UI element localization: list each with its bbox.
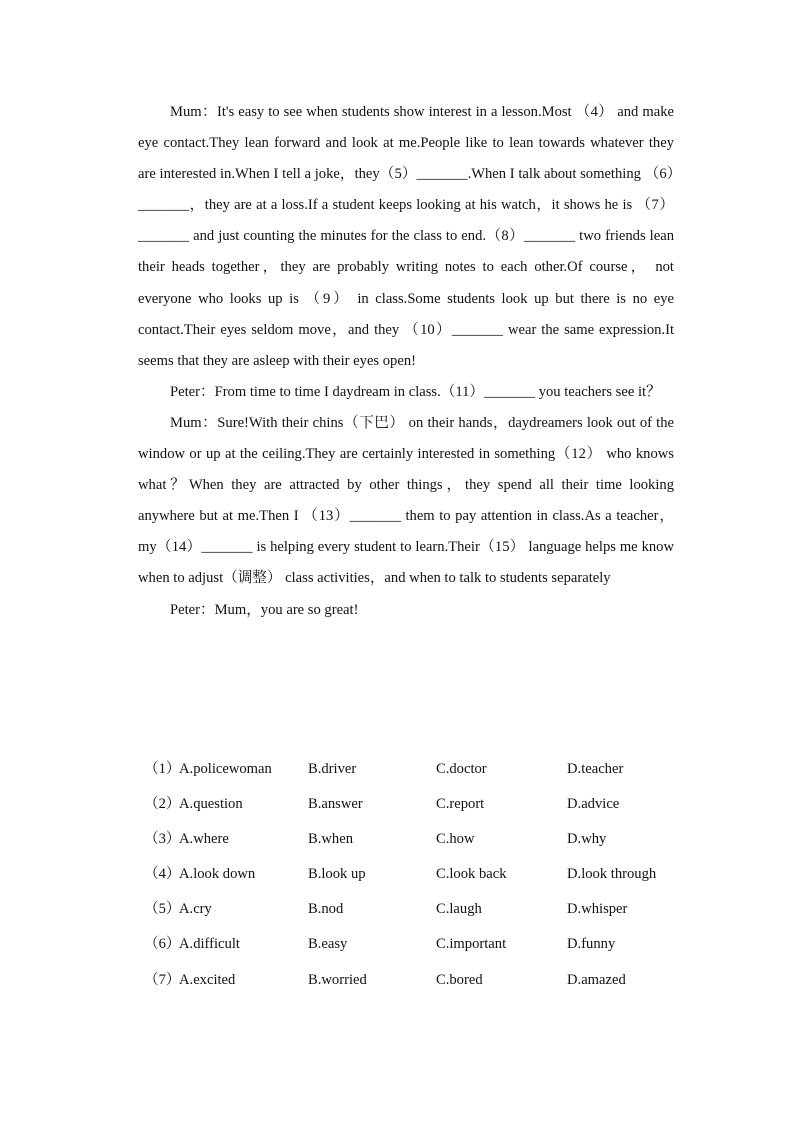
option-b: B.answer bbox=[308, 796, 363, 813]
option-b: B.nod bbox=[308, 901, 344, 918]
option-d: D.amazed bbox=[567, 971, 626, 988]
question-number: （2） bbox=[144, 796, 181, 813]
option-a: A.where bbox=[179, 831, 229, 848]
option-b: B.easy bbox=[308, 936, 348, 953]
option-c: C.bored bbox=[436, 971, 483, 988]
passage-paragraph-mum-1: Mum：It's easy to see when students show interest in a lesson.Most （4） and make eye contact.They lean forward and look at me.People like to lean towards whatever they are interested in.When I tell a joke，they（5）_______.When I talk about something （6）_______，they are at a loss.If a student keeps looking at his watch，it shows he is （7）_______ and just counting the minutes for the class to end.（8）_______ two friends lean their heads together，they are probably writing notes to each other.Of course， not everyone who looks up is （9） in class.Some students look up but there is no eye contact.Their eyes seldom move，and they （10）_______ wear the same expression.It seems that they are asleep with their eyes open! bbox=[138, 104, 674, 369]
question-number: （7） bbox=[144, 971, 181, 988]
option-a: A.excited bbox=[179, 971, 236, 988]
option-row bbox=[144, 789, 704, 824]
passage-paragraph-mum-2: Mum：Sure!With their chins（下巴） on their hands，daydreamers look out of the window or up at the ceiling.They are certainly interested in something（12） who knows what？When they are attracted by other things，they spend all their time looking anywhere but at me.Then I （13）_______ them to pay attention in class.As a teacher，my（14）_______ is helping every student to learn.Their（15） language helps me know when to adjust（调整） class activities，and when to talk to students separately bbox=[138, 414, 674, 587]
option-b: B.look up bbox=[308, 866, 366, 883]
option-d: D.whisper bbox=[567, 901, 628, 918]
question-number: （4） bbox=[144, 866, 181, 883]
option-a: A.look down bbox=[179, 866, 256, 883]
question-number: （3） bbox=[144, 831, 181, 848]
passage-paragraph-peter-1: Peter：From time to time I daydream in class.（11）_______ you teachers see it？ bbox=[170, 383, 661, 400]
question-number: （5） bbox=[144, 901, 181, 918]
option-a: A.question bbox=[179, 796, 243, 813]
passage bbox=[138, 97, 674, 626]
passage-paragraph-peter-2: Peter：Mum，you are so great! bbox=[170, 601, 359, 618]
option-d: D.look through bbox=[567, 866, 657, 883]
option-c: C.look back bbox=[436, 866, 507, 883]
option-a: A.policewoman bbox=[179, 761, 272, 777]
question-number: （6） bbox=[144, 936, 181, 953]
option-c: C.how bbox=[436, 831, 475, 848]
option-c: C.doctor bbox=[436, 761, 487, 777]
option-row bbox=[144, 929, 704, 964]
option-c: C.laugh bbox=[436, 901, 482, 918]
option-b: B.when bbox=[308, 831, 353, 848]
question-number: （1） bbox=[144, 761, 181, 777]
option-row bbox=[144, 754, 704, 789]
option-c: C.report bbox=[436, 796, 485, 813]
option-b: B.worried bbox=[308, 971, 367, 988]
option-d: D.teacher bbox=[567, 761, 624, 777]
option-row bbox=[144, 824, 704, 859]
option-row bbox=[144, 859, 704, 894]
option-d: D.funny bbox=[567, 936, 616, 953]
option-b: B.driver bbox=[308, 761, 357, 777]
option-c: C.important bbox=[436, 936, 507, 953]
option-row bbox=[144, 965, 704, 1000]
option-a: A.difficult bbox=[179, 936, 240, 953]
option-d: D.advice bbox=[567, 796, 620, 813]
answer-options bbox=[144, 754, 704, 1000]
option-row bbox=[144, 894, 704, 929]
option-d: D.why bbox=[567, 831, 607, 848]
option-a: A.cry bbox=[179, 901, 212, 918]
